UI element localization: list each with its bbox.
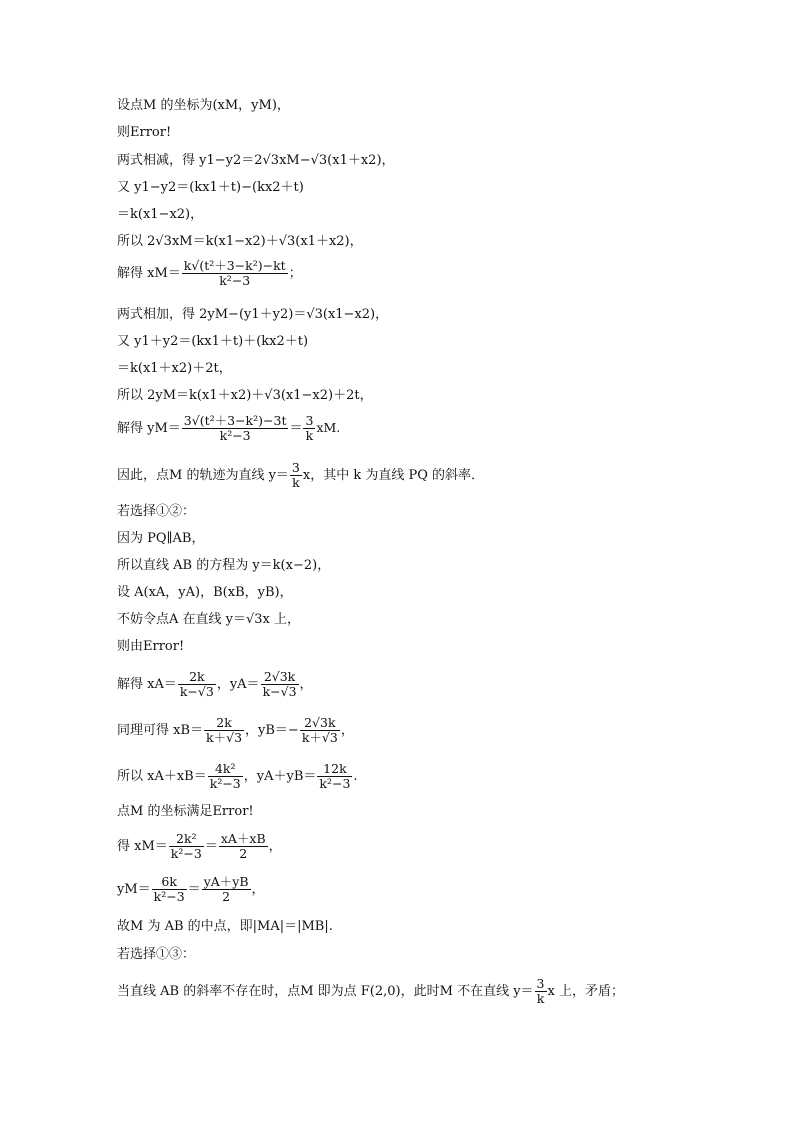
numerator: 12k [317,762,352,777]
text-line [117,259,302,288]
fraction [178,670,216,699]
text-line [117,461,484,490]
text-line [117,832,282,861]
text-segment: . [353,769,358,784]
denominator: k²−3 [153,889,185,904]
text-line: 点M 的坐标满足Error! [117,804,254,819]
text-line [117,670,313,699]
numerator: 3 [536,976,545,991]
denominator: k²−3 [219,428,251,443]
text-line: 设点M 的坐标为(xM，yM)， [117,98,290,113]
text-segment: ， [251,882,265,897]
text-segment: ， [340,723,354,738]
numerator: 6k [152,875,187,890]
denominator: k＋√3 [301,730,338,745]
denominator: k²−3 [319,776,351,791]
text-line: 两式相加，得 2yM−(y1＋y2)＝√3(x1−x2)， [117,307,389,322]
text-line: 所以 2√3xM＝k(x1−x2)＋√3(x1＋x2)， [117,234,363,249]
fraction [219,832,268,861]
text-line: 若选择①③： [117,947,196,962]
fraction [182,259,288,288]
text-line: 又 y1＋y2＝(kx1＋t)＋(kx2＋t) [117,334,309,349]
text-segment: 解得 xA＝ [117,677,177,692]
fraction [152,875,187,904]
text-segment: x 上，矛盾； [547,984,624,999]
text-line: 则由Error! [117,639,185,654]
denominator: 2 [239,846,248,861]
fraction [300,716,340,745]
text-segment: ，yB＝− [245,723,299,738]
text-segment: ＝ [204,839,218,854]
denominator: 2 [222,889,231,904]
text-line: 故M 为 AB 的中点，即|MA|＝|MB|. [117,919,333,934]
numerator: 3 [291,460,300,475]
fraction [182,414,289,443]
numerator: 4k² [208,762,243,777]
text-segment: ，yA＋yB＝ [243,769,317,784]
fraction [303,414,315,443]
text-segment: ， [299,677,313,692]
text-line: 所以 2yM＝k(x1＋x2)＋√3(x1−x2)＋2t， [117,388,373,403]
denominator: k−√3 [179,684,214,699]
text-segment: 解得 xM＝ [117,266,181,281]
text-line: ＝k(x1−x2)， [117,207,204,222]
fraction [202,875,251,904]
denominator: k [536,991,545,1006]
text-segment: ， [268,839,282,854]
text-line [117,977,624,1006]
denominator: k²−3 [219,273,251,288]
text-line: ＝k(x1＋x2)＋2t， [117,361,232,376]
text-segment: 因此，点M 的轨迹为直线 y＝ [117,468,289,483]
denominator: k＋√3 [206,730,243,745]
numerator: 3√(t²＋3−k²)−3t [183,413,287,428]
text-segment: x，其中 k 为直线 PQ 的斜率． [302,468,485,483]
fraction [290,461,302,490]
denominator: k [305,428,314,443]
text-segment: 当直线 AB 的斜率不存在时，点M 即为点 F(2,0)，此时M 不在直线 y＝ [117,984,534,999]
text-line [117,762,358,791]
text-line [117,716,354,745]
fraction [535,977,547,1006]
text-line: 又 y1−y2＝(kx1＋t)−(kx2＋t) [117,180,304,195]
text-line: 设 A(xA，yA)，B(xB，yB)， [117,585,293,600]
fraction [261,670,299,699]
numerator: 2√3k [261,670,299,685]
text-segment: yM＝ [117,882,151,897]
numerator: yA＋yB [203,874,249,889]
text-segment: 得 xM＝ [117,839,168,854]
denominator: k²−3 [209,776,241,791]
denominator: k−√3 [262,684,297,699]
fraction [169,832,204,861]
numerator: 2k [178,670,216,685]
text-segment: 所以 xA＋xB＝ [117,769,207,784]
text-segment: 同理可得 xB＝ [117,723,204,738]
text-line: 因为 PQ∥AB， [117,531,205,546]
text-line: 若选择①②： [117,504,196,519]
numerator: xA＋xB [220,831,266,846]
text-line [117,414,340,443]
numerator: k√(t²＋3−k²)−kt [183,258,286,273]
text-segment: ，yA＝ [216,677,260,692]
numerator: 2k [204,716,244,731]
fraction [204,716,244,745]
text-segment: ； [288,266,302,281]
text-line: 则Error! [117,125,172,140]
numerator: 2√3k [300,716,340,731]
text-segment: xM. [316,420,341,435]
fraction [317,762,352,791]
text-line: 所以直线 AB 的方程为 y＝k(x−2)， [117,558,331,573]
denominator: k²−3 [170,846,202,861]
denominator: k [292,475,300,490]
text-segment: 解得 yM＝ [117,421,181,436]
numerator: 2k² [169,832,204,847]
text-line: 两式相减，得 y1−y2＝2√3xM−√3(x1＋x2)， [117,153,395,168]
text-line: 不妨令点A 在直线 y＝√3x 上， [117,612,301,627]
fraction [208,762,243,791]
numerator: 3 [305,413,314,428]
text-segment: ＝ [289,421,303,436]
text-line [117,875,265,904]
text-segment: ＝ [187,882,201,897]
